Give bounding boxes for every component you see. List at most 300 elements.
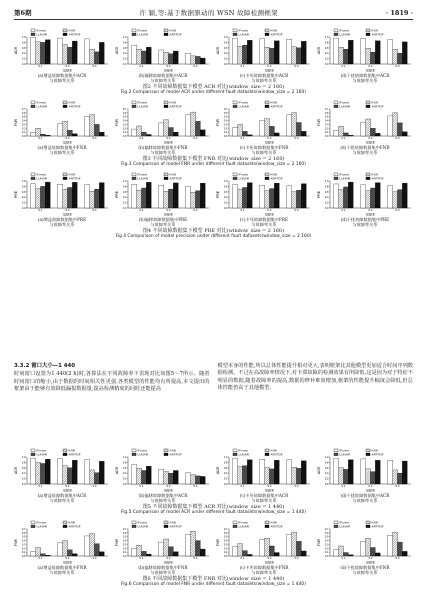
bar-lunar [371, 188, 376, 208]
legend-label-iforest: iForest [36, 448, 46, 453]
page-header [14, 6, 413, 20]
bar-artfdf [375, 553, 380, 556]
bar-knn [164, 472, 169, 484]
bar-artfdf [173, 552, 178, 556]
bar-knn [191, 192, 196, 208]
legend-swatch-iforest [132, 521, 136, 524]
legend-swatch-knn [366, 101, 370, 104]
fig2-panel-a [14, 28, 110, 83]
legend-label-lunar: LUNAR [137, 524, 148, 529]
bar-lunar [68, 130, 73, 136]
y-tick-label: 0.4 [122, 119, 127, 123]
legend-label-knn: KNN [68, 172, 76, 177]
legend-label-iforest: iForest [137, 520, 147, 525]
x-tick-label: 0.2 [166, 208, 171, 213]
bar-lunar [270, 469, 275, 484]
y-axis-label: FNR [317, 539, 321, 546]
legend-swatch-iforest [334, 521, 338, 524]
bar-artfdf [173, 471, 178, 485]
y-tick-label: 0.7 [21, 528, 26, 531]
bar-iforest [159, 123, 164, 136]
legend-swatch-knn [265, 101, 269, 104]
legend-swatch-lunar [233, 177, 237, 180]
bar-chart [216, 520, 312, 564]
legend-swatch-artfdf [265, 105, 269, 108]
legend-swatch-iforest [233, 29, 237, 32]
subfigure-caption: (c)卡死故障数据集中ACR 与故障率关系 [239, 493, 289, 503]
legend-swatch-iforest [132, 449, 136, 452]
y-tick-label: 0.7 [324, 528, 329, 531]
bar-artfdf [99, 183, 104, 208]
bar-artfdf [375, 183, 380, 208]
y-axis-label: FNR [216, 539, 220, 546]
legend-swatch-knn [164, 101, 168, 104]
bar-iforest [260, 540, 265, 556]
legend-label-iforest: iForest [339, 448, 349, 453]
y-tick-label: 0.4 [223, 119, 228, 123]
x-axis-label: 故障率 [163, 560, 174, 564]
bar-iforest [31, 551, 36, 556]
subfigure-caption: (a)增益故障数据集中ACR 与故障率关系 [37, 493, 87, 503]
bar-knn [238, 467, 243, 484]
bar-artfdf [402, 183, 407, 208]
y-tick-label: 0.2 [21, 57, 26, 61]
bar-iforest [388, 535, 393, 556]
legend-swatch-knn [164, 521, 168, 524]
bar-iforest [233, 38, 238, 64]
y-tick-label: 0.2 [223, 477, 228, 481]
legend-swatch-lunar [31, 177, 35, 180]
y-tick-label: 0.0 [324, 555, 329, 558]
x-tick-label: 0.2 [65, 208, 70, 213]
fig4-panels [14, 172, 413, 227]
legend-label-lunar: LUNAR [238, 176, 249, 181]
x-tick-label: 0.2 [65, 136, 70, 141]
legend-label-iforest: iForest [238, 520, 248, 525]
y-tick-label: 0.6 [122, 46, 127, 50]
y-tick-label: 1.0 [324, 180, 329, 183]
bar-knn [90, 49, 95, 64]
page-number: · 1819 · [385, 8, 413, 17]
figure-caption-en: Fig.3 Comparison of model FNR under different fault datasets(window_size = 2 160) [121, 162, 306, 167]
bar-knn [292, 467, 297, 484]
body-text [14, 363, 413, 443]
y-tick-label: 0.0 [324, 63, 329, 66]
y-tick-label: 0.0 [122, 135, 127, 138]
bar-knn [339, 126, 344, 136]
bar-chart [115, 172, 211, 216]
legend-label-iforest: iForest [137, 28, 147, 33]
bar-iforest [159, 50, 164, 64]
y-tick-label: 0.6 [21, 190, 26, 194]
x-tick-label: 0.3 [92, 556, 97, 561]
legend-swatch-lunar [334, 105, 338, 108]
legend-label-iforest: iForest [238, 172, 248, 177]
bar-artfdf [348, 40, 353, 64]
bar-knn [339, 468, 344, 484]
x-axis-label: 故障率 [365, 488, 376, 492]
bar-chart [14, 448, 110, 492]
legend-swatch-lunar [334, 33, 338, 36]
y-tick-label: 0.6 [324, 190, 329, 194]
subfigure-caption: (c)卡死故障数据集中PRE 与故障率关系 [239, 217, 289, 227]
bar-knn [191, 112, 196, 136]
bar-knn [63, 466, 68, 484]
legend-swatch-iforest [132, 101, 136, 104]
bar-iforest [85, 536, 90, 556]
bar-iforest [58, 184, 63, 208]
legend-label-iforest: iForest [339, 28, 349, 33]
y-tick-label: 0.6 [324, 531, 329, 535]
bar-lunar [68, 468, 73, 484]
x-tick-label: 0.2 [65, 64, 70, 69]
y-tick-label: 0.4 [223, 472, 228, 476]
bar-iforest [260, 39, 265, 64]
y-axis-label: PRE [14, 191, 18, 198]
x-tick-label: 0.3 [395, 64, 400, 69]
legend-swatch-lunar [31, 33, 35, 36]
x-tick-label: 0.3 [294, 64, 299, 69]
x-tick-label: 0.2 [166, 64, 171, 69]
bar-knn [36, 42, 41, 64]
bar-lunar [95, 124, 100, 136]
bar-artfdf [301, 461, 306, 484]
legend-label-knn: KNN [68, 28, 76, 33]
fig3-panel-a [14, 100, 110, 155]
bar-lunar [243, 466, 248, 484]
y-tick-label: 0.4 [21, 539, 26, 543]
y-tick-label: 0.0 [21, 135, 26, 138]
y-tick-label: 0.2 [122, 547, 127, 551]
bar-lunar [95, 544, 100, 556]
legend-swatch-artfdf [164, 177, 168, 180]
y-tick-label: 0.2 [122, 477, 127, 481]
y-tick-label: 0.6 [223, 46, 228, 50]
bar-iforest [260, 459, 265, 484]
y-tick-label: 0.6 [122, 190, 127, 194]
bar-artfdf [146, 466, 151, 484]
x-axis-label: 故障率 [62, 212, 73, 216]
x-axis-label: 故障率 [365, 140, 376, 144]
x-tick-label: 0.1 [341, 208, 346, 213]
x-tick-label: 0.2 [65, 484, 70, 489]
legend-label-artfdf: ARTFDF [270, 32, 283, 37]
fig6-caption [14, 576, 413, 588]
legend-label-iforest: iForest [238, 100, 248, 105]
y-tick-label: 0.6 [223, 466, 228, 470]
bar-chart [317, 28, 413, 72]
bar-artfdf [348, 555, 353, 556]
y-tick-label: 1.0 [122, 180, 127, 183]
figure-caption-zh: 图2 不同故障数据集下模型 ACR 对比(window_size = 2 160) [142, 84, 285, 90]
x-tick-label: 0.3 [193, 556, 198, 561]
legend-label-lunar: LUNAR [36, 32, 47, 37]
bar-iforest [388, 40, 393, 64]
y-tick-label: 0.4 [21, 196, 26, 200]
bar-iforest [58, 124, 63, 136]
legend-swatch-lunar [132, 525, 136, 528]
y-tick-label: 0.0 [223, 207, 228, 210]
bar-knn [164, 120, 169, 136]
fig2-caption [14, 84, 413, 96]
bar-knn [339, 546, 344, 556]
legend-swatch-lunar [31, 525, 35, 528]
x-axis-label: 故障率 [365, 212, 376, 216]
fig2-panel-c [216, 28, 312, 83]
subfigure-caption: (d)干扰故障数据集中PRE 与故障率关系 [340, 217, 390, 227]
x-tick-label: 0.3 [193, 64, 198, 69]
fig3-panel-c [216, 100, 312, 155]
bar-artfdf [247, 460, 252, 484]
y-tick-label: 0.1 [223, 551, 228, 555]
fig3-panel-b [115, 100, 211, 155]
y-axis-label: FNR [317, 119, 321, 126]
subfigure-caption: (d)干扰故障数据集中ACR 与故障率关系 [340, 73, 390, 83]
bar-artfdf [200, 183, 205, 208]
fig6-panel-a [14, 520, 110, 575]
bar-iforest [186, 115, 191, 136]
x-tick-label: 0.1 [240, 208, 245, 213]
bar-artfdf [348, 135, 353, 136]
bar-knn [339, 190, 344, 208]
x-tick-label: 0.1 [240, 556, 245, 561]
bar-lunar [371, 548, 376, 556]
bar-iforest [159, 542, 164, 556]
legend-label-iforest: iForest [36, 520, 46, 525]
y-axis-label: FNR [115, 119, 119, 126]
subfigure-caption: (d)干扰故障数据集中ACR 与故障率关系 [340, 493, 390, 503]
fig6-panels [14, 520, 413, 575]
y-tick-label: 0.1 [223, 131, 228, 135]
bar-iforest [361, 541, 366, 556]
bar-artfdf [402, 132, 407, 136]
bar-knn [366, 48, 371, 64]
x-tick-label: 0.1 [240, 136, 245, 141]
legend-label-artfdf: ARTFDF [270, 176, 283, 181]
legend-swatch-lunar [132, 105, 136, 108]
bar-lunar [243, 45, 248, 64]
bar-lunar [270, 189, 275, 208]
legend-label-iforest: iForest [36, 28, 46, 33]
y-tick-label: 0.3 [223, 543, 228, 547]
y-tick-label: 1.0 [21, 36, 26, 39]
x-tick-label: 0.1 [139, 208, 144, 213]
legend-swatch-iforest [31, 173, 35, 176]
x-axis-label: 故障率 [62, 68, 73, 72]
bar-artfdf [375, 133, 380, 136]
y-tick-label: 0.6 [223, 111, 228, 115]
bar-knn [292, 113, 297, 136]
y-tick-label: 0.5 [223, 535, 228, 539]
bar-lunar [41, 186, 46, 208]
x-tick-label: 0.1 [38, 556, 43, 561]
figure-caption-en: Fig.2 Comparison of model ACR under different fault datasets(window_size = 2 160) [121, 90, 306, 95]
y-tick-label: 0.1 [122, 551, 127, 555]
y-tick-label: 0.1 [324, 131, 329, 135]
y-tick-label: 0.2 [122, 127, 127, 131]
bar-lunar [398, 53, 403, 64]
x-tick-label: 0.1 [240, 64, 245, 69]
legend-label-knn: KNN [169, 28, 177, 33]
y-tick-label: 0.4 [223, 196, 228, 200]
bar-artfdf [99, 552, 104, 556]
legend-label-artfdf: ARTFDF [169, 452, 182, 457]
y-tick-label: 1.0 [223, 180, 228, 183]
y-tick-label: 0.5 [122, 535, 127, 539]
y-tick-label: 0.4 [21, 52, 26, 56]
legend-swatch-iforest [233, 101, 237, 104]
legend-swatch-knn [265, 521, 269, 524]
legend-label-knn: KNN [270, 520, 278, 525]
x-tick-label: 0.3 [294, 208, 299, 213]
legend-swatch-artfdf [63, 525, 67, 528]
legend-swatch-knn [366, 521, 370, 524]
x-axis-label: 故障率 [62, 140, 73, 144]
bar-artfdf [72, 554, 77, 556]
y-tick-label: 0.0 [21, 63, 26, 66]
bar-knn [366, 538, 371, 556]
x-tick-label: 0.2 [267, 208, 272, 213]
subfigure-caption: (b)偏移故障数据集中ACR 与故障率关系 [138, 493, 188, 503]
x-tick-label: 0.3 [395, 484, 400, 489]
bar-knn [164, 539, 169, 556]
issue-label: 第6期 [14, 9, 32, 17]
x-axis-label: 故障率 [163, 140, 174, 144]
bar-lunar [243, 551, 248, 556]
bar-lunar [371, 128, 376, 136]
x-tick-label: 0.1 [139, 556, 144, 561]
bar-artfdf [348, 182, 353, 208]
legend-swatch-knn [366, 449, 370, 452]
x-tick-label: 0.3 [395, 208, 400, 213]
bar-iforest [159, 469, 164, 484]
y-tick-label: 0.4 [324, 52, 329, 56]
legend-swatch-lunar [233, 453, 237, 456]
y-axis-label: FNR [14, 119, 18, 126]
bar-artfdf [173, 132, 178, 136]
bar-iforest [260, 121, 265, 136]
bar-lunar [169, 547, 174, 556]
x-tick-label: 0.1 [341, 556, 346, 561]
legend-swatch-artfdf [265, 177, 269, 180]
fig2-panel-d [317, 28, 413, 83]
bar-knn [137, 545, 142, 556]
legend-label-artfdf: ARTFDF [169, 104, 182, 109]
legend-label-lunar: LUNAR [36, 524, 47, 529]
legend-label-artfdf: ARTFDF [169, 524, 182, 529]
x-tick-label: 0.2 [267, 136, 272, 141]
x-tick-label: 0.2 [166, 484, 171, 489]
legend-swatch-lunar [31, 105, 35, 108]
x-tick-label: 0.1 [38, 64, 43, 69]
bar-artfdf [247, 554, 252, 556]
y-axis-label: ACR [115, 46, 119, 55]
legend-label-iforest: iForest [36, 172, 46, 177]
bar-iforest [334, 130, 339, 136]
bar-iforest [334, 184, 339, 208]
y-tick-label: 0.6 [223, 531, 228, 535]
legend-swatch-lunar [132, 33, 136, 36]
subfigure-caption: (a)增益故障数据集中PRE 与故障率关系 [37, 217, 87, 227]
y-tick-label: 1.0 [223, 456, 228, 459]
legend-label-iforest: iForest [238, 28, 248, 33]
legend-swatch-iforest [334, 29, 338, 32]
bar-knn [164, 191, 169, 208]
y-tick-label: 0.2 [21, 127, 26, 131]
bar-lunar [95, 473, 100, 484]
section-heading: 3.3.2 窗口大小—1 440 [14, 363, 76, 369]
bar-iforest [132, 548, 137, 556]
bar-knn [36, 189, 41, 208]
bar-artfdf [45, 182, 50, 208]
fig4-panel-a [14, 172, 110, 227]
bar-artfdf [247, 183, 252, 208]
bar-chart [317, 448, 413, 492]
bar-knn [191, 56, 196, 64]
bar-artfdf [274, 183, 279, 208]
fig2-panels [14, 28, 413, 83]
legend-label-iforest: iForest [339, 172, 349, 177]
legend-swatch-knn [63, 521, 67, 524]
bar-knn [393, 192, 398, 208]
bar-iforest [58, 459, 63, 484]
y-tick-label: 0.4 [122, 539, 127, 543]
subfigure-caption: (a)增益故障数据集中ACR 与故障率关系 [37, 73, 87, 83]
bar-iforest [361, 459, 366, 484]
bar-chart [216, 100, 312, 144]
y-tick-label: 0.3 [324, 543, 329, 547]
x-tick-label: 0.3 [92, 208, 97, 213]
x-tick-label: 0.1 [38, 208, 43, 213]
bar-artfdf [146, 182, 151, 208]
legend-label-iforest: iForest [137, 172, 147, 177]
bar-iforest [159, 185, 164, 208]
x-tick-label: 0.3 [193, 136, 198, 141]
bar-knn [339, 47, 344, 64]
legend-swatch-lunar [334, 177, 338, 180]
bar-iforest [31, 132, 36, 136]
bar-artfdf [402, 461, 407, 484]
subfigure-caption: (c)卡死故障数据集中FNR 与故障率关系 [239, 565, 289, 575]
legend-label-artfdf: ARTFDF [371, 524, 384, 529]
legend-swatch-artfdf [366, 33, 370, 36]
legend-label-artfdf: ARTFDF [68, 452, 81, 457]
legend-label-knn: KNN [169, 100, 177, 105]
legend-label-knn: KNN [270, 448, 278, 453]
legend-label-knn: KNN [371, 520, 379, 525]
legend-swatch-artfdf [164, 33, 168, 36]
legend-swatch-iforest [334, 173, 338, 176]
x-tick-label: 0.3 [395, 136, 400, 141]
y-tick-label: 0.0 [324, 483, 329, 486]
legend-swatch-lunar [334, 453, 338, 456]
y-tick-label: 0.8 [21, 41, 26, 45]
x-axis-label: 故障率 [264, 140, 275, 144]
y-tick-label: 0.1 [21, 551, 26, 555]
x-tick-label: 0.1 [341, 136, 346, 141]
y-tick-label: 1.0 [223, 36, 228, 39]
bar-iforest [233, 458, 238, 484]
bar-artfdf [200, 130, 205, 136]
legend-swatch-iforest [132, 173, 136, 176]
bar-chart [317, 520, 413, 564]
legend-swatch-lunar [132, 177, 136, 180]
y-tick-label: 0.1 [122, 131, 127, 135]
legend-swatch-knn [265, 173, 269, 176]
x-tick-label: 0.1 [139, 64, 144, 69]
legend-swatch-lunar [233, 33, 237, 36]
x-tick-label: 0.3 [294, 484, 299, 489]
